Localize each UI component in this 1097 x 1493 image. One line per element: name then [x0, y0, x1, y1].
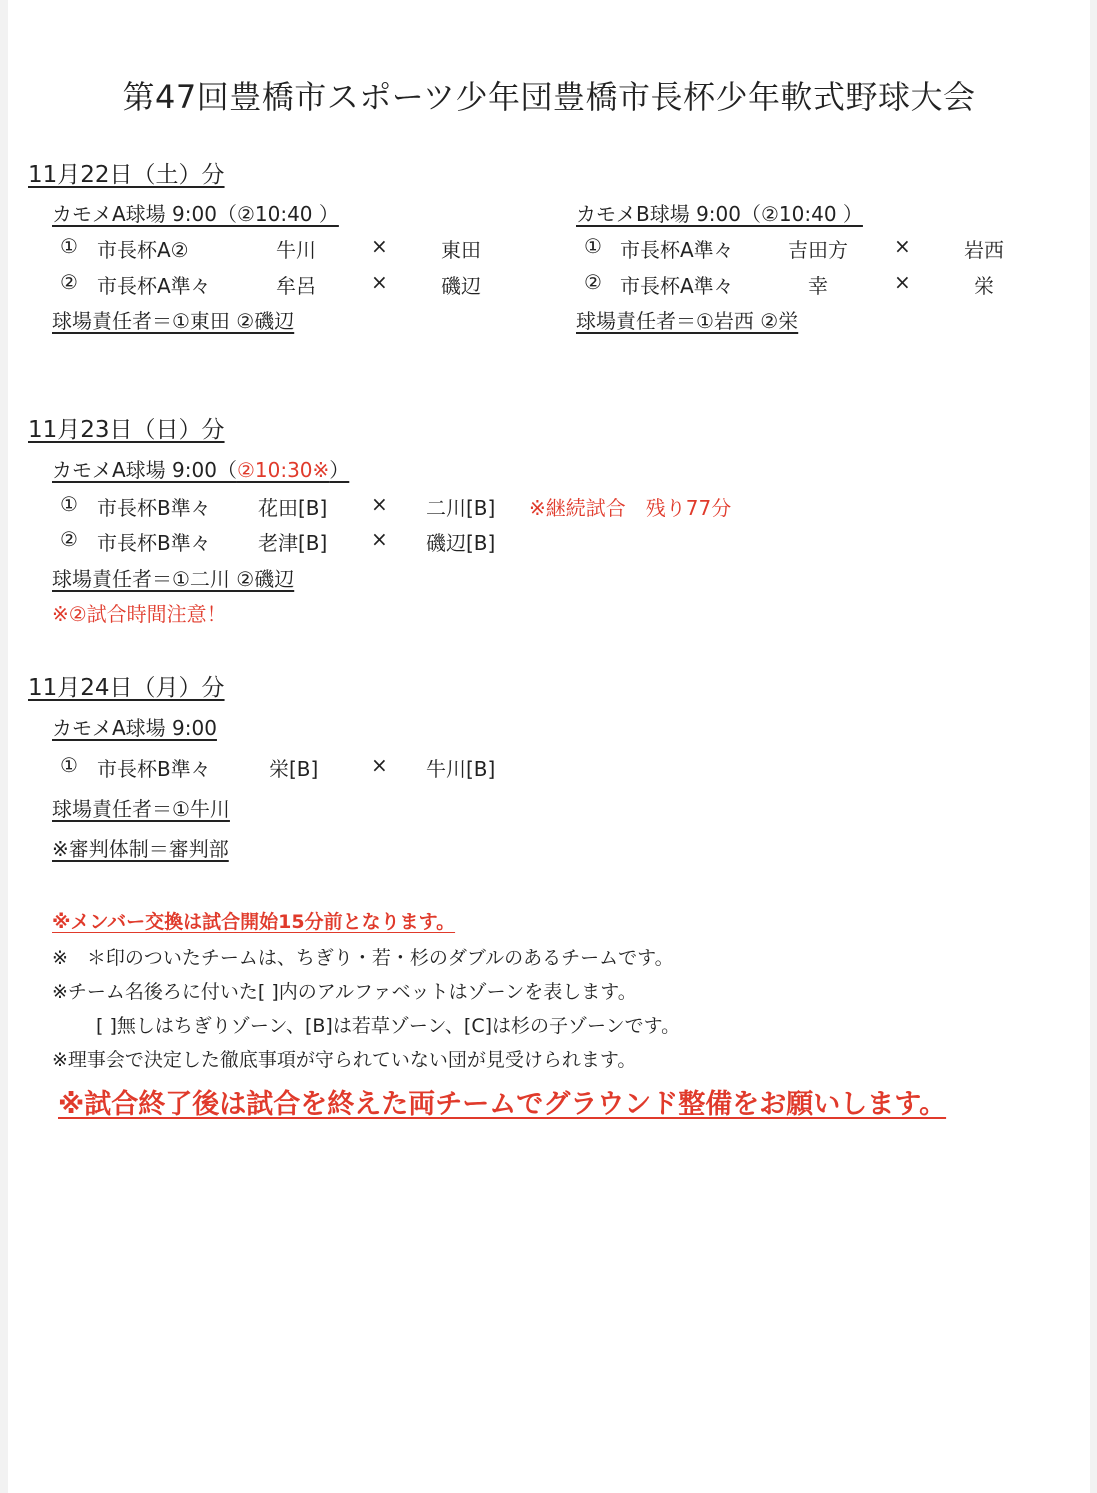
home-team: 栄[B] [269, 757, 319, 781]
match-category: 市長杯A準々 [620, 238, 734, 262]
versus-mark: × [371, 270, 388, 294]
date-heading-nov24: 11月24日（月）分 [28, 675, 225, 701]
document-page [8, 0, 1090, 1493]
away-team: 磯辺[B] [426, 531, 496, 555]
date-heading-nov22: 11月22日（土）分 [28, 162, 225, 188]
versus-mark: × [371, 234, 388, 258]
match-number: ② [60, 270, 78, 294]
match-category: 市長杯A準々 [97, 274, 211, 298]
match-category: 市長杯A準々 [620, 274, 734, 298]
versus-mark: × [371, 527, 388, 551]
match-number: ① [60, 234, 78, 258]
match-category: 市長杯B準々 [97, 531, 211, 555]
match-category: 市長杯B準々 [97, 496, 211, 520]
field-a-header [52, 454, 349, 483]
home-team: 幸 [808, 274, 828, 298]
home-team: 老津[B] [258, 531, 328, 555]
home-team: 吉田方 [788, 238, 848, 262]
away-team: 岩西 [964, 238, 1004, 262]
time-warning: ※②試合時間注意！ [52, 602, 227, 626]
field-header-text: カモメA球場 9:00（ [52, 458, 237, 482]
away-team: 二川[B] [426, 496, 496, 520]
versus-mark: × [371, 753, 388, 777]
note-line: ※理事会で決定した徹底事項が守られていない団が見受けられます。 [52, 1049, 637, 1071]
note-line: ※ ＊印のついたチームは、ちぎり・若・杉のダブルのあるチームです。 [52, 947, 674, 969]
away-team: 東田 [441, 238, 481, 262]
home-team: 牛川 [276, 238, 316, 262]
home-team: 牟呂 [276, 274, 316, 298]
match-category: 市長杯A② [97, 238, 189, 262]
match-number: ② [60, 527, 78, 551]
continued-game-note: ※継続試合 残り77分 [529, 496, 732, 520]
field-manager-a: 球場責任者＝①東田 ②磯辺 [52, 309, 295, 333]
date-heading-nov23: 11月23日（日）分 [28, 417, 225, 443]
match-category: 市長杯B準々 [97, 757, 211, 781]
match-number: ① [584, 234, 602, 258]
field-a-header: カモメA球場 9:00 [52, 716, 217, 740]
note-line: [ ]無しはちぎりゾーン、[B]は若草ゾーン、[C]は杉の子ゾーンです。 [96, 1015, 681, 1037]
away-team: 栄 [974, 274, 994, 298]
page-title: 第47回豊橋市スポーツ少年団豊橋市長杯少年軟式野球大会 [122, 78, 976, 116]
versus-mark: × [894, 270, 911, 294]
home-team: 花田[B] [258, 496, 328, 520]
match-number: ② [584, 270, 602, 294]
away-team: 牛川[B] [426, 757, 496, 781]
versus-mark: × [371, 492, 388, 516]
away-team: 磯辺 [441, 274, 481, 298]
field-a-header: カモメA球場 9:00（②10:40 ） [52, 202, 339, 226]
versus-mark: × [894, 234, 911, 258]
field-manager: 球場責任者＝①牛川 [52, 797, 230, 821]
field-manager: 球場責任者＝①二川 ②磯辺 [52, 567, 295, 591]
note-line: ※チーム名後ろに付いた[ ]内のアルファベットはゾーンを表します。 [52, 981, 637, 1003]
match-number: ① [60, 753, 78, 777]
field-manager-b: 球場責任者＝①岩西 ②栄 [576, 309, 799, 333]
match-number: ① [60, 492, 78, 516]
changed-time: ②10:30※ [236, 458, 330, 482]
ground-maintenance-notice: ※試合終了後は試合を終えた両チームでグラウンド整備をお願いします。 [58, 1089, 947, 1120]
field-header-close: ） [329, 458, 350, 482]
field-b-header: カモメB球場 9:00（②10:40 ） [576, 202, 863, 226]
umpire-note: ※審判体制＝審判部 [52, 837, 229, 861]
member-exchange-note: ※メンバー交換は試合開始15分前となります。 [52, 911, 456, 933]
